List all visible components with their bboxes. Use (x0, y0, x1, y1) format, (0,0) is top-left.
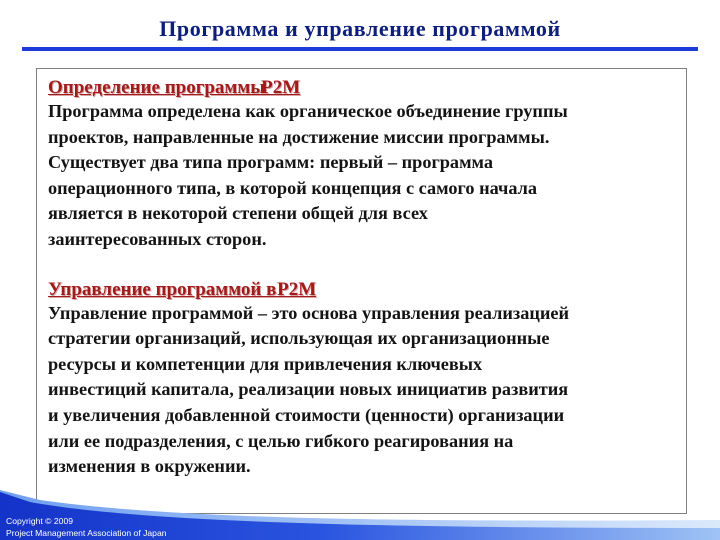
body-line: стратегии организаций, использующая их организационные (48, 328, 550, 349)
body-line: является в некоторой степени общей для всех (48, 203, 428, 224)
body-line: заинтересованных сторон. (48, 228, 267, 249)
body-line: Управление программой – это основа управления реализацией (48, 302, 570, 323)
footer-copyright (6, 515, 167, 539)
body-line: и увеличения добавленной стоимости (ценности) организации (48, 404, 565, 425)
section-heading-management (48, 279, 676, 301)
section-body-definition (48, 99, 676, 253)
body-line: или ее подразделения, с целью гибкого реагирования на (48, 430, 514, 451)
body-line: инвестиций капитала, реализации новых инициатив развития (48, 379, 569, 400)
section-heading-definition (48, 77, 676, 99)
body-line: Программа определена как органическое объединение группы (48, 101, 568, 121)
organization-line: Project Management Association of Japan (6, 528, 167, 538)
body-line: Существует два типа программ: первый – программа (48, 152, 493, 173)
section-heading-definition-tag: P2M (261, 77, 301, 98)
section-heading-management-tag: P2M (277, 278, 317, 300)
title-underline-rule (22, 47, 698, 51)
section-spacer (48, 253, 676, 279)
section-heading-definition-text: Определение программы (48, 77, 266, 98)
section-body-management (48, 301, 676, 480)
slide-title: Программа и управление программой (159, 16, 561, 41)
body-line: ресурсы и компетенции для привлечения ключевых (48, 353, 483, 374)
copyright-line: Copyright © 2009 (6, 516, 74, 526)
content-box (36, 68, 687, 514)
section-heading-management-text: Управление программой в (48, 278, 277, 300)
body-line: проектов, направленные на достижение миссии программы. (48, 126, 550, 147)
body-line: изменения в окружении. (48, 456, 251, 477)
body-line: операционного типа, в которой концепция с самого начала (48, 177, 538, 198)
